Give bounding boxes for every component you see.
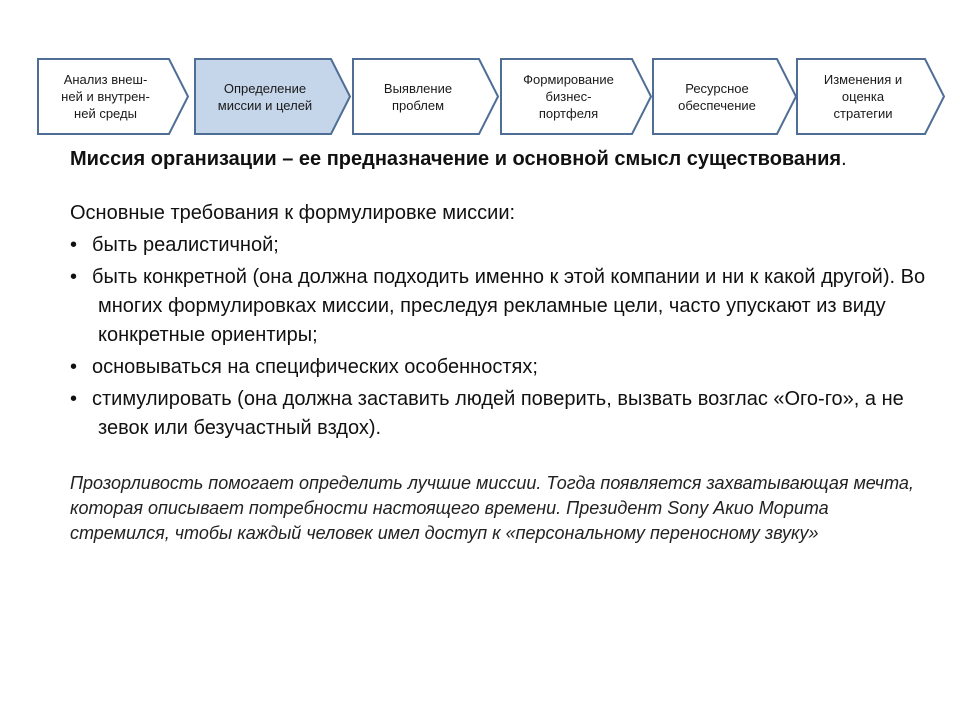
bullet-icon: •	[70, 388, 78, 410]
requirement-text: быть реалистичной;	[92, 234, 279, 256]
process-step-label: Ресурсное обеспечение	[678, 80, 756, 113]
requirements-heading: Основные требования к формулировке миссии:	[70, 202, 516, 224]
mission-definition	[70, 144, 930, 174]
requirement-item	[70, 353, 930, 382]
requirement-text: основываться на специфических особенностях;	[92, 356, 538, 378]
process-step-label: Изменения и оценка стратегии	[823, 72, 903, 121]
requirement-item	[70, 231, 930, 260]
requirement-text: быть конкретной (она должна подходить именно к этой компании и ни к какой другой). Во многих формулировках миссии, преследуя рекламные цели, часто упускают из виду конкретные ориентиры;	[92, 266, 926, 346]
bullet-icon: •	[70, 266, 78, 288]
mission-definition-bold: Миссия организации – ее предназначение и основной смысл существования	[70, 148, 842, 170]
requirement-item	[70, 385, 930, 443]
requirement-item	[70, 263, 930, 350]
content	[70, 144, 930, 546]
bullet-icon: •	[70, 356, 78, 378]
process-step-label: Определение миссии и целей	[217, 80, 313, 113]
mission-definition-tail: .	[841, 148, 847, 170]
process-step-label: Формирование бизнес- портфеля	[523, 72, 614, 121]
sony-quote: Прозорливость помогает определить лучшие миссии. Тогда появляется захватывающая мечта, которая описывает потребности настоящего времени. Президент Sony Акио Морита стремился, чтобы каждый человек имел доступ к «персональному переносному звуку»	[70, 473, 914, 543]
process-step-label: Анализ внеш- ней и внутрен- ней среды	[61, 72, 150, 121]
requirements-list	[70, 231, 930, 443]
bullet-icon: •	[70, 234, 78, 256]
requirement-text: стимулировать (она должна заставить людей поверить, вызвать возглас «Ого-го», а не зевок или безучастный вздох).	[92, 388, 904, 439]
process-step-label: Выявление проблем	[383, 80, 453, 113]
